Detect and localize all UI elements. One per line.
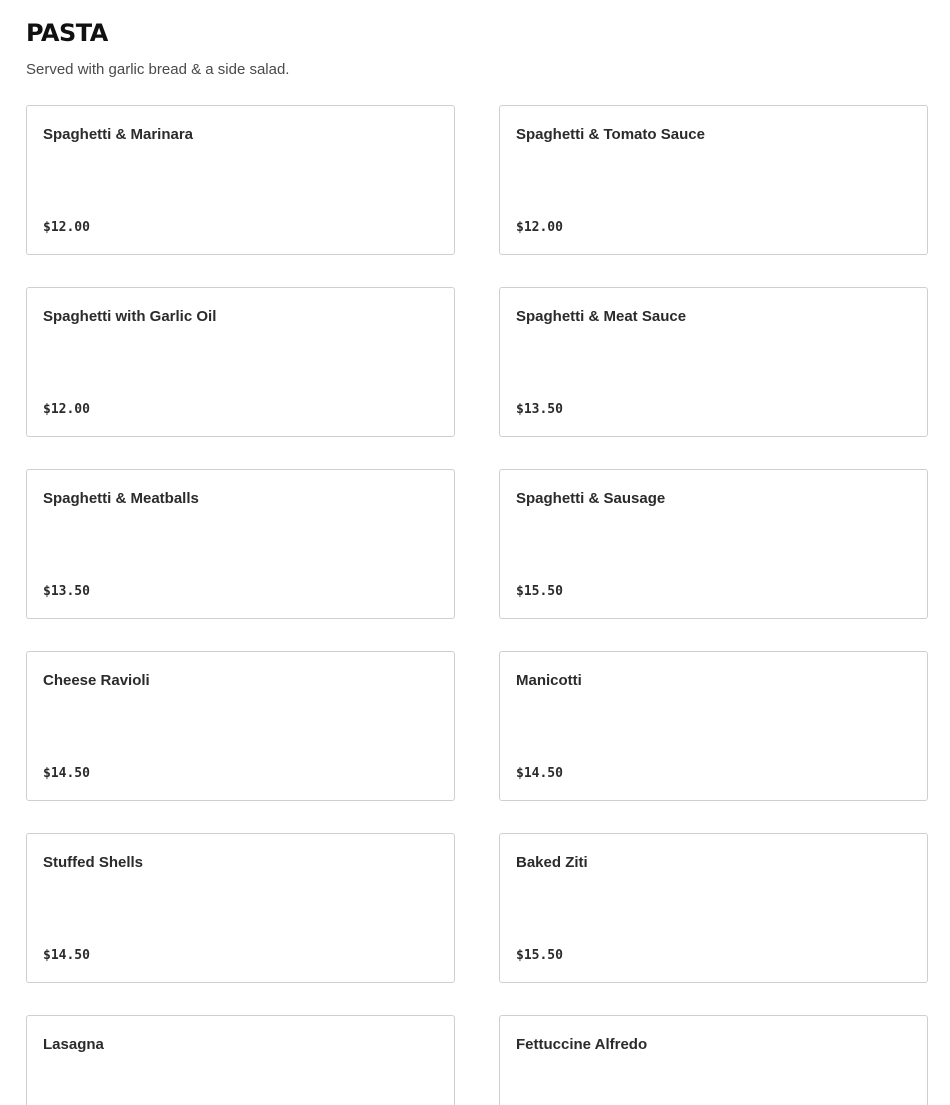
menu-item-name: Spaghetti & Marinara bbox=[43, 126, 194, 143]
menu-item-name: Lasagna bbox=[43, 1036, 104, 1053]
menu-item-price: $13.50 bbox=[516, 402, 563, 417]
menu-item-name: Spaghetti & Meatballs bbox=[43, 490, 199, 507]
section-title: PASTA bbox=[26, 19, 108, 47]
menu-item-card[interactable] bbox=[499, 833, 928, 983]
menu-item-price: $13.50 bbox=[43, 584, 90, 599]
menu-item-card[interactable] bbox=[499, 105, 928, 255]
menu-item-name: Spaghetti with Garlic Oil bbox=[43, 308, 217, 325]
menu-item-card[interactable] bbox=[26, 287, 455, 437]
menu-item-card[interactable] bbox=[499, 1015, 928, 1105]
menu-item-price: $12.00 bbox=[43, 402, 90, 417]
menu-item-card[interactable] bbox=[499, 651, 928, 801]
menu-item-card[interactable] bbox=[26, 833, 455, 983]
menu-item-name: Spaghetti & Tomato Sauce bbox=[516, 126, 705, 143]
menu-item-name: Baked Ziti bbox=[516, 854, 588, 871]
menu-item-name: Cheese Ravioli bbox=[43, 672, 150, 689]
menu-item-price: $15.50 bbox=[516, 948, 563, 963]
menu-items-grid bbox=[26, 105, 928, 1105]
menu-item-card[interactable] bbox=[26, 105, 455, 255]
menu-item-card[interactable] bbox=[499, 287, 928, 437]
menu-item-name: Spaghetti & Meat Sauce bbox=[516, 308, 687, 325]
menu-item-price: $14.50 bbox=[516, 766, 563, 781]
menu-item-name: Fettuccine Alfredo bbox=[516, 1036, 648, 1053]
section-subtitle: Served with garlic bread & a side salad. bbox=[26, 61, 290, 78]
menu-item-price: $12.00 bbox=[516, 220, 563, 235]
menu-item-card[interactable] bbox=[26, 469, 455, 619]
menu-item-card[interactable] bbox=[26, 1015, 455, 1105]
menu-item-name: Stuffed Shells bbox=[43, 854, 144, 871]
menu-item-price: $14.50 bbox=[43, 948, 90, 963]
menu-item-card[interactable] bbox=[499, 469, 928, 619]
menu-item-price: $12.00 bbox=[43, 220, 90, 235]
menu-item-name: Manicotti bbox=[516, 672, 582, 689]
menu-item-name: Spaghetti & Sausage bbox=[516, 490, 666, 507]
menu-item-price: $14.50 bbox=[43, 766, 90, 781]
menu-item-card[interactable] bbox=[26, 651, 455, 801]
menu-item-price: $15.50 bbox=[516, 584, 563, 599]
